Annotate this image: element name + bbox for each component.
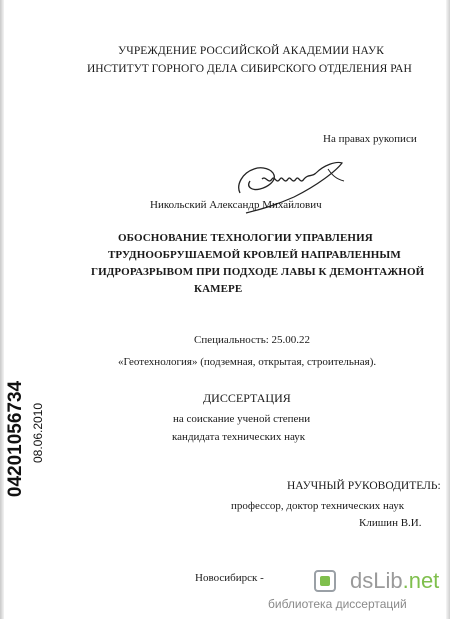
dslib-logo-text: [350, 568, 439, 594]
institution-line-1: УЧРЕЖДЕНИЕ РОССИЙСКОЙ АКАДЕМИИ НАУК: [118, 45, 384, 57]
dissertation-degree: кандидата технических наук: [172, 431, 306, 443]
institution-line-2: ИНСТИТУТ ГОРНОГО ДЕЛА СИБИРСКОГО ОТДЕЛЕНИЯ РАН: [87, 63, 412, 75]
author-name: Никольский Александр Михайлович: [150, 199, 322, 211]
supervisor-name: Клишин В.И.: [359, 517, 422, 529]
manuscript-rights-note: На правах рукописи: [323, 133, 417, 145]
city-year: Новосибирск -: [195, 572, 264, 584]
dslib-logo-accent: .net: [402, 568, 440, 593]
title-line-4: КАМЕРЕ: [194, 283, 243, 295]
title-line-3: ГИДРОРАЗРЫВОМ ПРИ ПОДХОДЕ ЛАВЫ К ДЕМОНТАЖНОЙ: [91, 266, 425, 278]
dslib-logo-icon: [314, 570, 336, 592]
supervisor-label: НАУЧНЫЙ РУКОВОДИТЕЛЬ:: [287, 480, 441, 492]
dissertation-label: ДИССЕРТАЦИЯ: [203, 391, 291, 405]
specialty-code: Специальность: 25.00.22: [194, 334, 311, 346]
dslib-logo-main: dsLib: [350, 568, 403, 593]
library-stamp-number: 04201056734: [5, 380, 26, 498]
title-line-2: ТРУДНООБРУШАЕМОЙ КРОВЛЕЙ НАПРАВЛЕННЫМ: [108, 249, 401, 261]
title-line-1: ОБОСНОВАНИЕ ТЕХНОЛОГИИ УПРАВЛЕНИЯ: [118, 232, 373, 244]
library-stamp-date: 08.06.2010: [31, 402, 45, 464]
dissertation-purpose: на соискание ученой степени: [173, 413, 311, 425]
scan-edge-left: [0, 0, 4, 619]
supervisor-title: профессор, доктор технических наук: [231, 500, 405, 512]
dslib-subtitle: библиотека диссертаций: [268, 597, 407, 611]
dslib-watermark[interactable]: [268, 566, 448, 616]
scan-edge-right: [446, 0, 450, 619]
specialty-name: «Геотехнология» (подземная, открытая, строительная).: [118, 356, 377, 368]
